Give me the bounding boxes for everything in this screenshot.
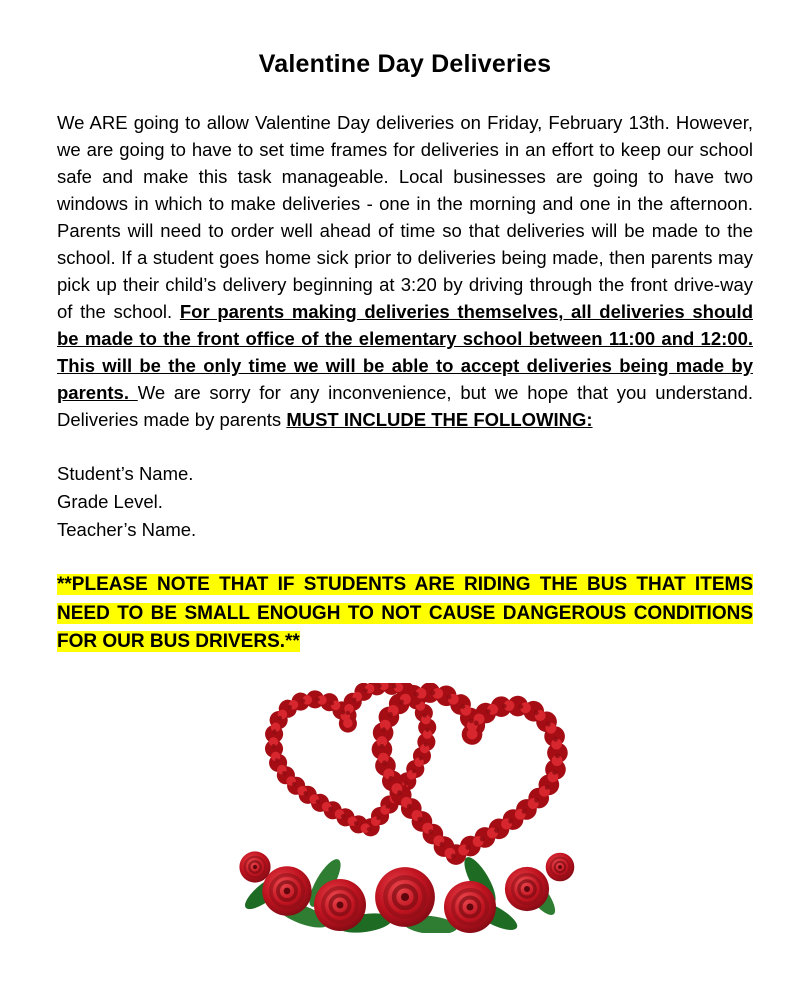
bus-notice-highlighted-text: **PLEASE NOTE THAT IF STUDENTS ARE RIDING THE BUS THAT ITEMS NEED TO BE SMALL ENOUGH TO NOT CAUSE DANGEROUS CONDITIONS FOR OUR BUS DRIVERS.** <box>57 574 753 652</box>
paragraph-text-1: We ARE going to allow Valentine Day deliveries on Friday, February 13th. However, we are going to have to set time frames for deliveries in an effort to keep our school safe and make this task manageable. Local businesses are going to have two windows in which to make deliveries - one in the morning and one in the afternoon. Parents will need to order well ahead of time so that deliveries will be made to the school. If a student goes home sick prior to deliveries being made, then parents may pick up their child’s delivery beginning at 3:20 by driving through the front drive-way of the school. <box>57 112 753 322</box>
hearts-roses-image <box>215 683 595 933</box>
document-title: Valentine Day Deliveries <box>258 50 552 78</box>
list-item-teacher-name: Teacher’s Name. <box>57 519 197 540</box>
list-item-grade-level: Grade Level. <box>57 491 163 512</box>
paragraph-bold-underline-1: For parents making deliveries themselves, all deliveries should be made to the front office of the elementary school between 11:00 and 12:00. This will be the only time we will be able to accept deliveries being made by parents. <box>57 301 753 403</box>
main-paragraph <box>57 109 753 433</box>
artwork-container <box>57 683 753 938</box>
list-item-student-name: Student’s Name. <box>57 463 194 484</box>
paragraph-bold-underline-2: MUST INCLUDE THE FOLLOWING: <box>286 409 593 430</box>
bouquet-roses <box>239 851 574 933</box>
bus-notice-paragraph <box>57 571 753 657</box>
rose-heart-right <box>366 685 565 869</box>
required-items-list <box>57 460 753 544</box>
paragraph-text-2: We are sorry for any inconvenience, but we hope that you understand. Deliveries made by parents <box>57 382 753 430</box>
